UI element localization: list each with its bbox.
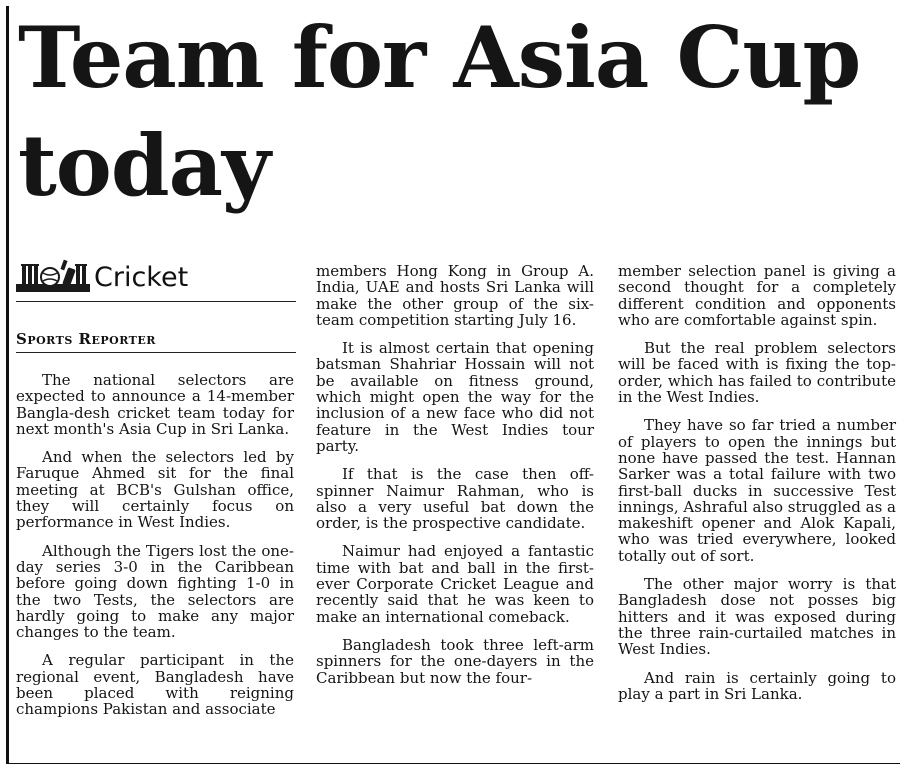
article-column-2	[316, 263, 594, 698]
byline: Sports Reporter	[16, 330, 156, 348]
article-column-1	[16, 372, 294, 730]
paragraph: Bangladesh took three left-arm spinners for the one-dayers in the Caribbean but now the four-	[316, 635, 594, 687]
left-border-rule	[6, 6, 9, 764]
cricket-icon	[16, 256, 90, 296]
headline: Team for Asia Cup today	[18, 8, 861, 215]
paragraph: And rain is certainly going to play a part in Sri Lanka.	[618, 668, 896, 703]
paragraph: It is almost certain that opening batsman Shahriar Hossain will not be available on fitness ground, which might open the way for the inclusion of a new face who did not feature in the West Indies tour party.	[316, 339, 594, 455]
paragraph: Naimur had enjoyed a fantastic time with bat and ball in the first-ever Corporate Cricket League and recently said that he was keen to make an international comeback.	[316, 542, 594, 626]
paragraph: The other major worry is that Bangladesh dose not posses big hitters and it was exposed during the three rain-curtailed matches in West Indies.	[618, 575, 896, 659]
paragraph: But the real problem selectors will be faced with is fixing the top-order, which has failed to contribute in the West Indies.	[618, 339, 896, 407]
kicker-rule	[16, 301, 296, 302]
section-label: Cricket	[94, 262, 189, 293]
paragraph: members Hong Kong in Group A. India, UAE and hosts Sri Lanka will make the other group of the six-team competition starting July 16.	[316, 262, 594, 329]
paragraph: If that is the case then off-spinner Naimur Rahman, who is also a very useful bat down the order, is the prospective candidate.	[316, 465, 594, 533]
section-kicker	[16, 256, 296, 300]
byline-rule	[16, 352, 296, 353]
bottom-border-rule	[6, 763, 900, 764]
paragraph: member selection panel is giving a second thought for a completely different condition and opponents who are comfortable against spin.	[618, 262, 896, 329]
paragraph: The national selectors are expected to announce a 14-member Bangla-desh cricket team today for next month's Asia Cup in Sri Lanka.	[16, 371, 294, 438]
paragraph: A regular participant in the regional event, Bangladesh have been placed with reigning champions Pakistan and associate	[16, 651, 294, 719]
paragraph: And when the selectors led by Faruque Ahmed sit for the final meeting at BCB's Gulshan office, they will certainly focus on performance in West Indies.	[16, 448, 294, 532]
paragraph: Although the Tigers lost the one-day series 3-0 in the Caribbean before going down fighting 1-0 in the two Tests, the selectors are hardly going to make any major changes to the team.	[16, 541, 294, 642]
paragraph: They have so far tried a number of players to open the innings but none have passed the test. Hannan Sarker was a total failure with two first-ball ducks in successive Test innings, Ashraful also struggled as a makeshift opener and Alok Kapali, who was tried everywhere, looked totally out of sort.	[618, 416, 896, 565]
article-column-3	[618, 263, 896, 714]
